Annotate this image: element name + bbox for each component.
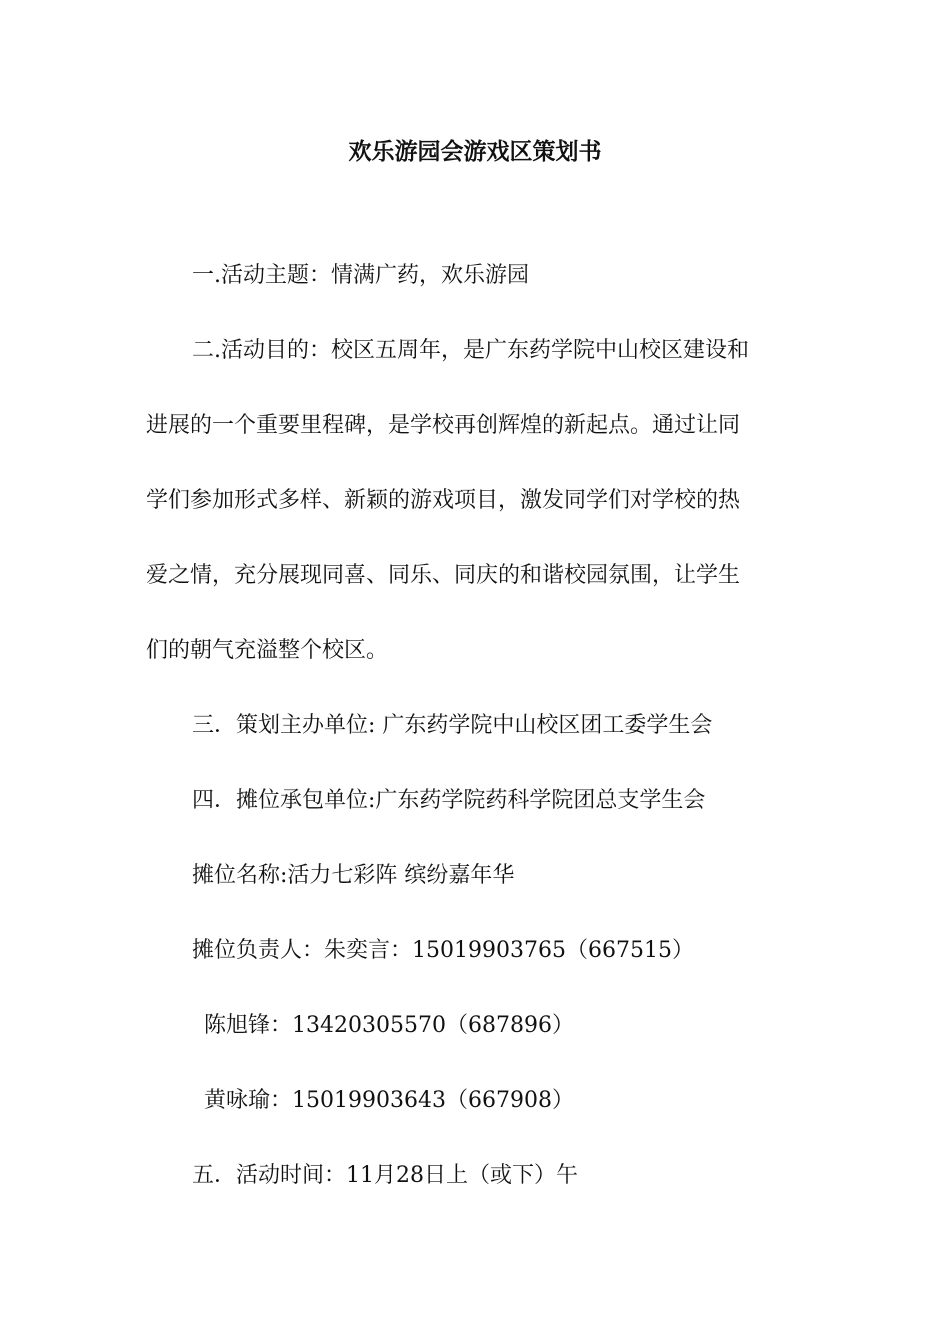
booth-contact: 陈旭锋：13420305570（687896）	[204, 1013, 574, 1038]
section-contractor: 四．摊位承包单位:广东药学院药科学院团总支学生会	[192, 788, 706, 813]
section-time: 五．活动时间：11月28日上（或下）午	[192, 1163, 578, 1188]
booth-name: 摊位名称:活力七彩阵 缤纷嘉年华	[192, 863, 515, 888]
document-body	[146, 256, 806, 1231]
section-organizer: 三．策划主办单位: 广东药学院中山校区团工委学生会	[192, 713, 713, 738]
paragraph-line: 进展的一个重要里程碑，是学校再创辉煌的新起点。通过让同	[146, 413, 741, 438]
section-purpose: 二.活动目的：校区五周年，是广东药学院中山校区建设和	[192, 338, 749, 363]
paragraph-line: 们的朝气充溢整个校区。	[146, 638, 389, 663]
booth-contact: 黄咏瑜：15019903643（667908）	[204, 1088, 574, 1113]
document-title: 欢乐游园会游戏区策划书	[348, 138, 602, 165]
section-theme: 一.活动主题：情满广药，欢乐游园	[192, 263, 529, 288]
paragraph-line: 学们参加形式多样、新颖的游戏项目，激发同学们对学校的热	[146, 488, 741, 513]
booth-manager: 摊位负责人：朱奕言：15019903765（667515）	[192, 938, 694, 963]
paragraph-line: 爱之情，充分展现同喜、同乐、同庆的和谐校园氛围，让学生	[146, 563, 741, 588]
